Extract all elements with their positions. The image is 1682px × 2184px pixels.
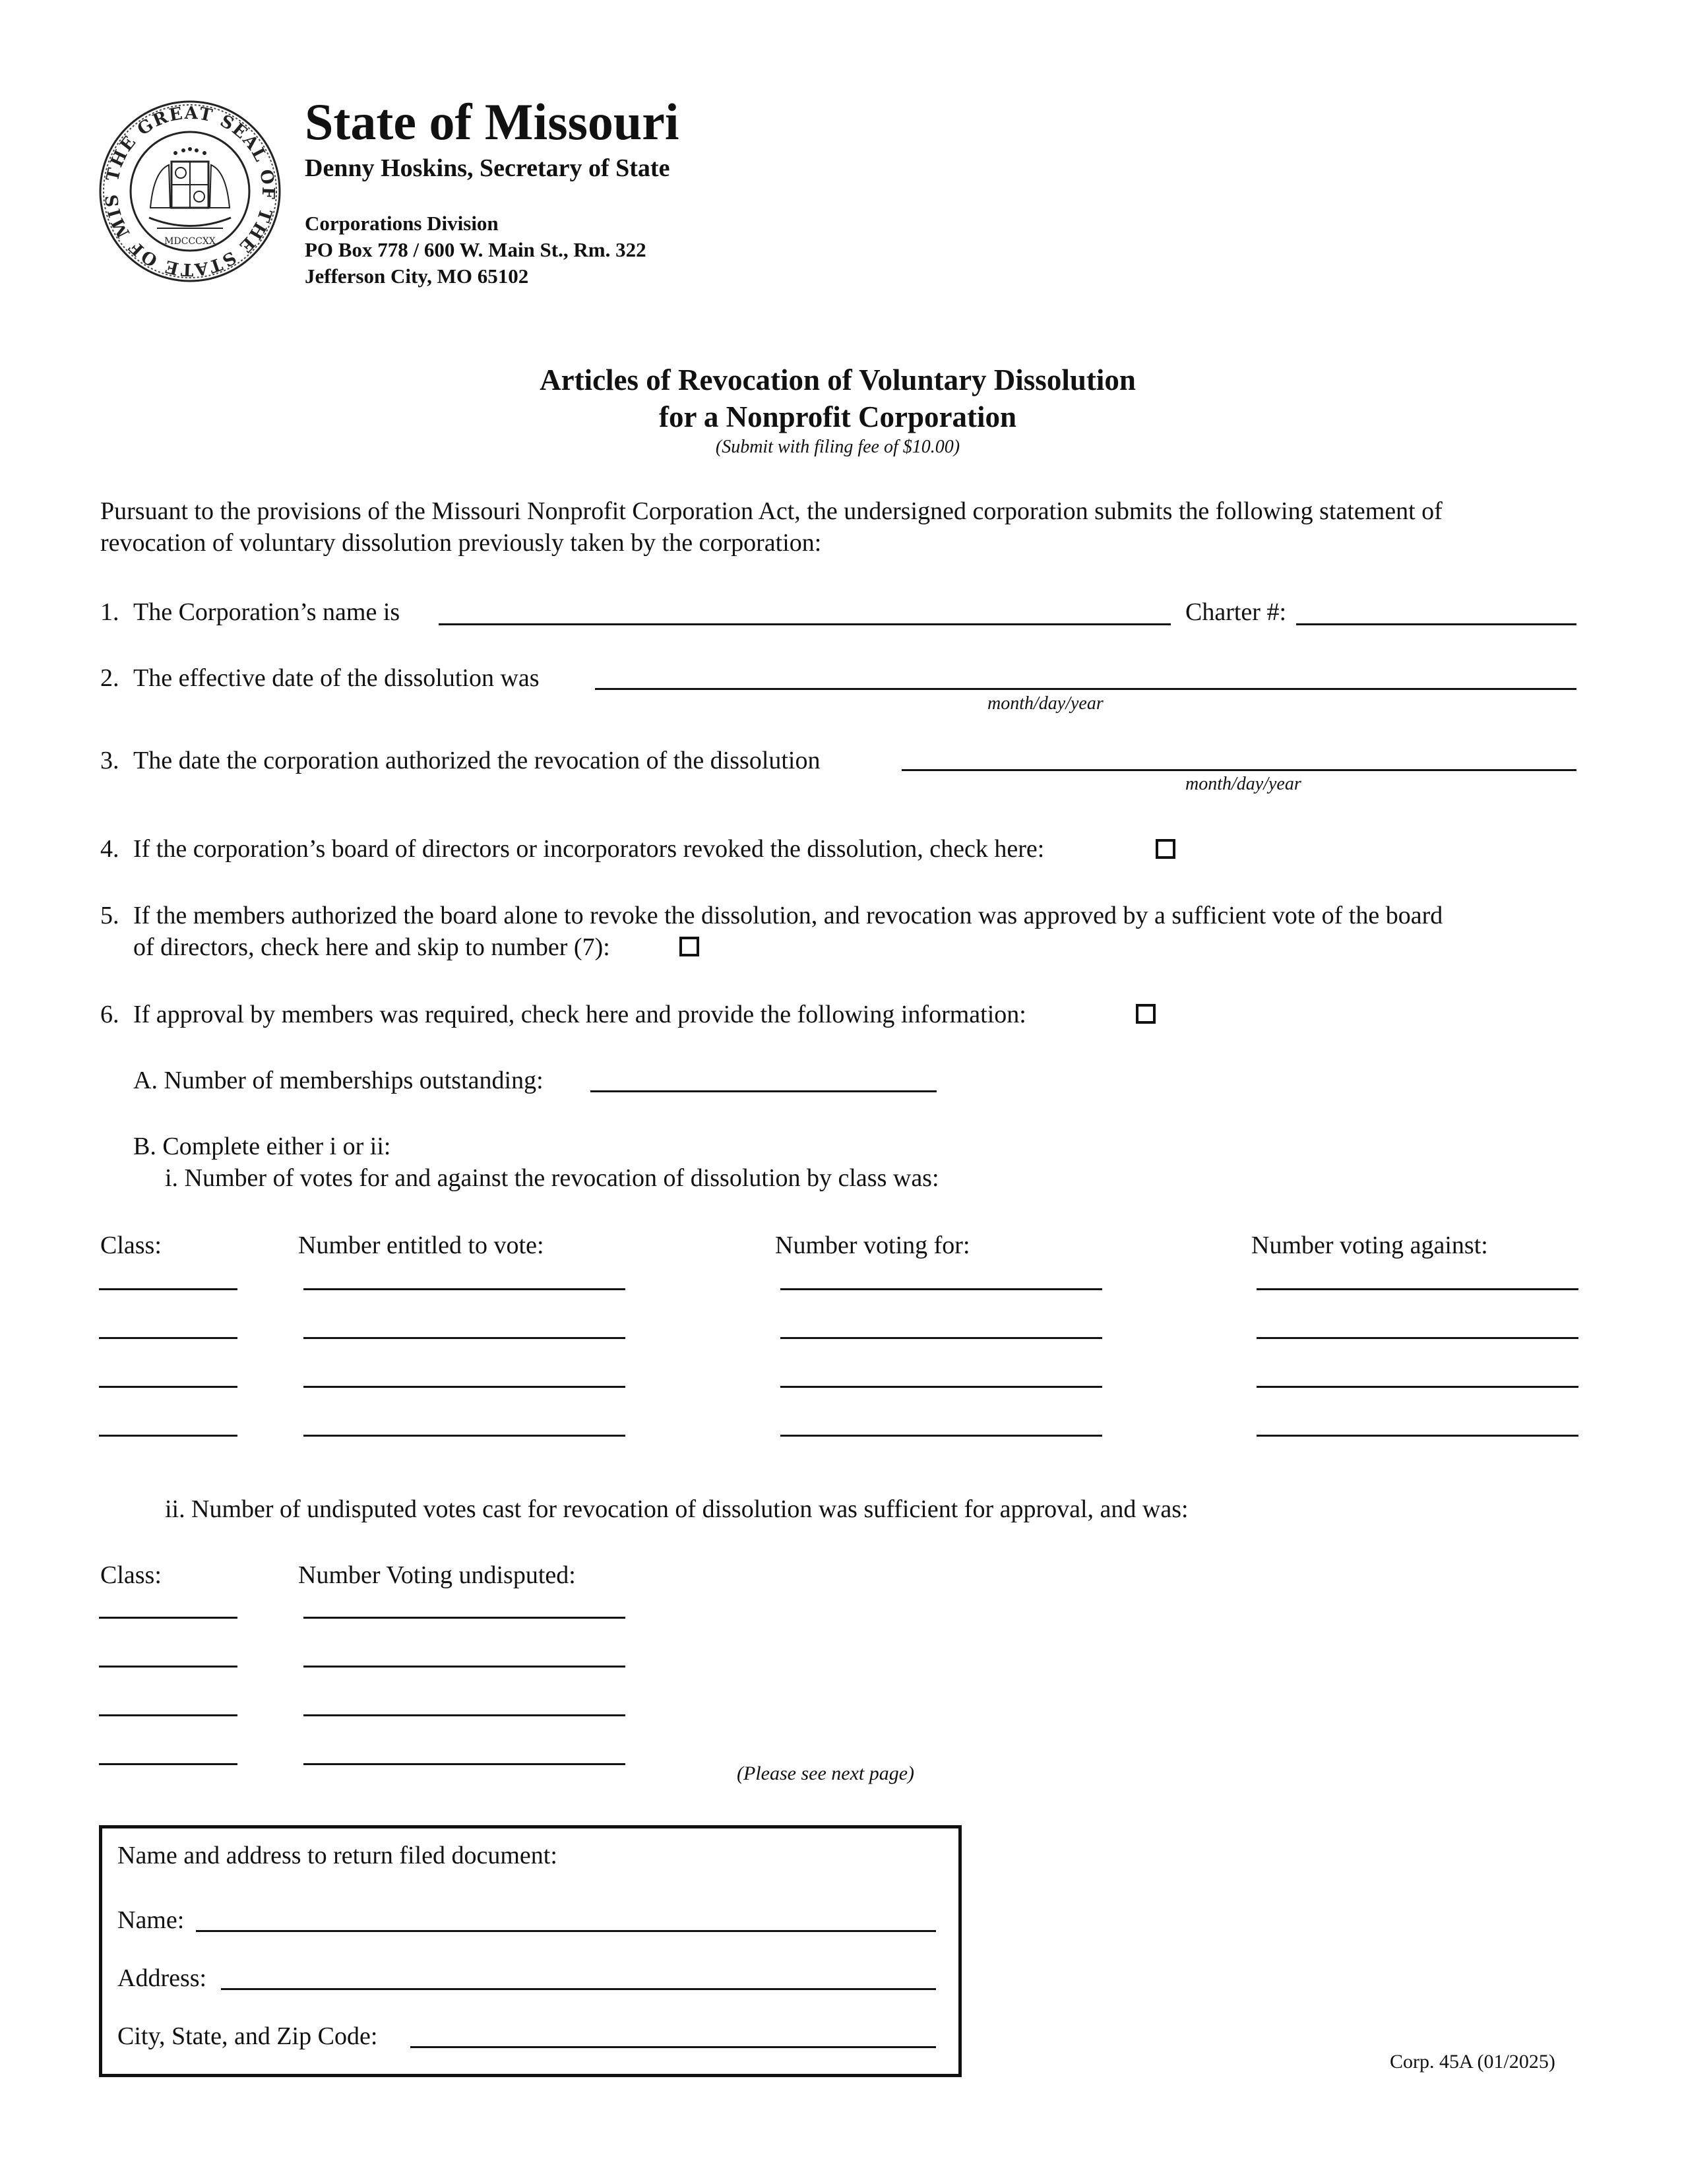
form-title-line1: Articles of Revocation of Voluntary Dissolution xyxy=(540,363,1136,396)
item-1-number: 1. xyxy=(100,598,119,626)
charter-number-label: Charter #: xyxy=(1185,598,1287,626)
intro-line1: Pursuant to the provisions of the Missouri Nonprofit Corporation Act, the undersigned corporation submits the following statement of xyxy=(100,497,1443,525)
table2-class-field[interactable] xyxy=(99,1666,237,1668)
return-city-field[interactable] xyxy=(410,2046,936,2048)
item-3-number: 3. xyxy=(100,747,119,774)
table2-undisputed-field[interactable] xyxy=(303,1666,625,1668)
revocation-date-hint: month/day/year xyxy=(1185,774,1301,794)
table1-for-field[interactable] xyxy=(780,1435,1102,1437)
item-3-label: The date the corporation authorized the revocation of the dissolution xyxy=(133,747,821,774)
division-name: Corporations Division xyxy=(305,212,499,235)
board-revoked-checkbox[interactable] xyxy=(1156,839,1175,859)
table1-class-field[interactable] xyxy=(99,1435,237,1437)
table1-header-entitled: Number entitled to vote: xyxy=(298,1232,544,1259)
return-name-label: Name: xyxy=(117,1906,185,1934)
table1-header-against: Number voting against: xyxy=(1251,1232,1488,1259)
table2-undisputed-field[interactable] xyxy=(303,1617,625,1619)
division-address-line1: PO Box 778 / 600 W. Main St., Rm. 322 xyxy=(305,238,646,261)
item-6a-label: A. Number of memberships outstanding: xyxy=(133,1067,544,1094)
state-title: State of Missouri xyxy=(305,93,679,150)
item-6b-ii-label: Number of undisputed votes cast for revocation of dissolution was sufficient for approval, and was: xyxy=(191,1495,1189,1523)
state-seal xyxy=(98,99,282,284)
item-6-number: 6. xyxy=(100,1001,119,1028)
table1-class-field[interactable] xyxy=(99,1386,237,1388)
form-identifier: Corp. 45A (01/2025) xyxy=(1390,2051,1555,2073)
table2-undisputed-field[interactable] xyxy=(303,1763,625,1765)
table1-against-field[interactable] xyxy=(1257,1288,1578,1290)
item-6b-i-label: i. Number of votes for and against the revocation of dissolution by class was: xyxy=(165,1164,939,1192)
table1-against-field[interactable] xyxy=(1257,1337,1578,1339)
table1-entitled-field[interactable] xyxy=(303,1337,625,1339)
table2-class-field[interactable] xyxy=(99,1714,237,1716)
intro-line2: revocation of voluntary dissolution previously taken by the corporation: xyxy=(100,529,822,557)
table2-undisputed-field[interactable] xyxy=(303,1714,625,1716)
seal-icon xyxy=(98,99,282,284)
corporation-name-field[interactable] xyxy=(439,623,1171,625)
table1-against-field[interactable] xyxy=(1257,1435,1578,1437)
item-5-number: 5. xyxy=(100,902,119,929)
secretary-name: Denny Hoskins, Secretary of State xyxy=(305,154,670,182)
charter-number-field[interactable] xyxy=(1296,623,1576,625)
table1-for-field[interactable] xyxy=(780,1386,1102,1388)
item-5-line2: of directors, check here and skip to number (7): xyxy=(133,933,610,961)
item-5-line1: If the members authorized the board alone to revoke the dissolution, and revocation was approved by a sufficient vote of the board xyxy=(133,902,1443,929)
table1-entitled-field[interactable] xyxy=(303,1386,625,1388)
return-city-label: City, State, and Zip Code: xyxy=(117,2022,378,2050)
return-name-field[interactable] xyxy=(196,1930,936,1932)
item-6-label: If approval by members was required, check here and provide the following information: xyxy=(133,1001,1026,1028)
table2-header-class: Class: xyxy=(100,1561,162,1589)
table1-for-field[interactable] xyxy=(780,1337,1102,1339)
table1-class-field[interactable] xyxy=(99,1288,237,1290)
item-2-number: 2. xyxy=(100,664,119,692)
table2-class-field[interactable] xyxy=(99,1617,237,1619)
table2-header-undisputed: Number Voting undisputed: xyxy=(298,1561,576,1589)
table1-header-class: Class: xyxy=(100,1232,162,1259)
table1-entitled-field[interactable] xyxy=(303,1288,625,1290)
seal-text: THE GREAT SEAL OF THE STATE OF MIS xyxy=(102,103,278,280)
return-address-label: Address: xyxy=(117,1964,207,1992)
return-address-field[interactable] xyxy=(221,1988,936,1990)
table1-for-field[interactable] xyxy=(780,1288,1102,1290)
item-6b-label: B. Complete either i or ii: xyxy=(133,1133,391,1160)
filing-fee-note: (Submit with filing fee of $10.00) xyxy=(715,437,960,457)
item-4-number: 4. xyxy=(100,835,119,863)
form-title xyxy=(0,361,1682,459)
item-1-label: The Corporation’s name is xyxy=(133,598,400,626)
table1-against-field[interactable] xyxy=(1257,1386,1578,1388)
table2-class-field[interactable] xyxy=(99,1763,237,1765)
item-2-label: The effective date of the dissolution was xyxy=(133,664,540,692)
revocation-date-field[interactable] xyxy=(902,769,1576,771)
dissolution-date-hint: month/day/year xyxy=(987,693,1104,714)
item-4-label: If the corporation’s board of directors or incorporators revoked the dissolution, check here: xyxy=(133,835,1045,863)
table1-entitled-field[interactable] xyxy=(303,1435,625,1437)
members-authorized-board-checkbox[interactable] xyxy=(679,937,699,956)
table1-header-for: Number voting for: xyxy=(775,1232,970,1259)
table1-class-field[interactable] xyxy=(99,1337,237,1339)
form-title-line2: for a Nonprofit Corporation xyxy=(658,400,1017,433)
svg-text:MDCCCXX: MDCCCXX xyxy=(164,236,216,247)
return-box-title: Name and address to return filed document: xyxy=(117,1842,557,1869)
item-6b-ii-number: ii. xyxy=(165,1495,185,1523)
memberships-outstanding-field[interactable] xyxy=(590,1090,937,1092)
division-address-line2: Jefferson City, MO 65102 xyxy=(305,265,529,288)
next-page-note: (Please see next page) xyxy=(737,1763,915,1784)
dissolution-date-field[interactable] xyxy=(595,688,1576,690)
member-approval-checkbox[interactable] xyxy=(1136,1004,1156,1024)
